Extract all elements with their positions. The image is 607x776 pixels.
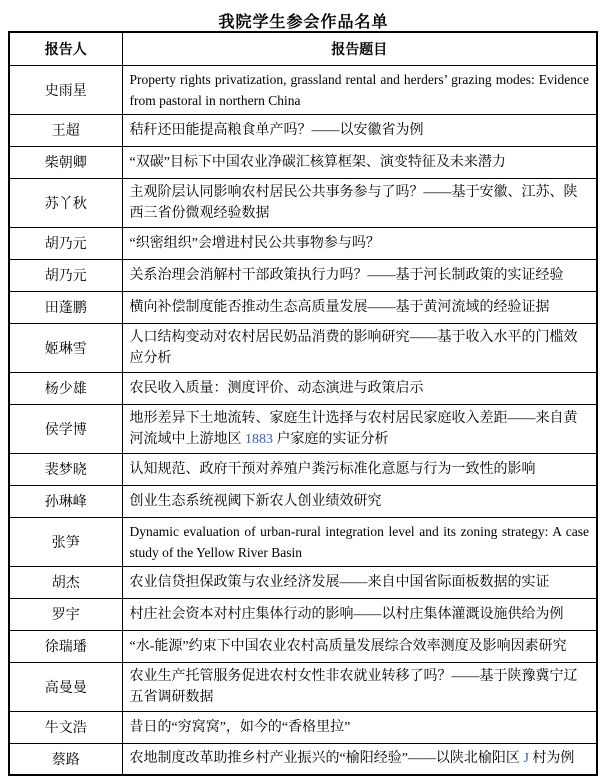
table-row xyxy=(9,291,597,323)
table-row xyxy=(9,566,597,598)
table-row xyxy=(9,453,597,485)
title-text: 地形差异下土地流转、家庭生计选择与农村居民家庭收入差距——来自黄河流域中上游地区 xyxy=(129,410,578,447)
title-cell: 农民收入质量：测度评价、动态演进与政策启示 xyxy=(122,372,597,404)
presenter-cell: 蔡路 xyxy=(9,743,122,775)
header-row xyxy=(9,32,597,65)
table-row xyxy=(9,711,597,743)
table-row xyxy=(9,662,597,711)
table-row xyxy=(9,259,597,291)
presenter-cell: 史雨星 xyxy=(9,65,122,114)
table-row xyxy=(9,323,597,372)
title-cell: “织密组织”会增进村民公共事物参与吗？ xyxy=(122,227,597,259)
table-row xyxy=(9,630,597,662)
accent-letter: J xyxy=(523,751,529,767)
title-cell: “双碳”目标下中国农业净碳汇核算框架、演变特征及未来潜力 xyxy=(122,146,597,178)
table-row xyxy=(9,372,597,404)
column-header-presenter: 报告人 xyxy=(9,32,122,65)
title-cell: Dynamic evaluation of urban-rural integration level and its zoning strategy: A case study of the Yellow River Basin xyxy=(122,517,597,566)
accent-number: 1883 xyxy=(245,431,273,447)
title-cell: 秸秆还田能提高粮食单产吗？——以安徽省为例 xyxy=(122,114,597,146)
table-row xyxy=(9,517,597,566)
presenter-cell: 徐瑞璠 xyxy=(9,630,122,662)
title-cell: 横向补偿制度能否推动生态高质量发展——基于黄河流域的经验证据 xyxy=(122,291,597,323)
title-cell: 农业生产托管服务促进农村女性非农就业转移了吗？——基于陕豫冀宁辽五省调研数据 xyxy=(122,662,597,711)
table-row xyxy=(9,65,597,114)
presenter-cell: 苏丫秋 xyxy=(9,178,122,227)
title-cell: 村庄社会资本对村庄集体行动的影响——以村庄集体灌溉设施供给为例 xyxy=(122,598,597,630)
title-text: 农地制度改革助推乡村产业振兴的“榆阳经验”——以陕北榆阳区 xyxy=(129,751,524,767)
presenter-cell: 孙琳峰 xyxy=(9,485,122,517)
presenter-cell: 牛文浩 xyxy=(9,711,122,743)
title-cell: 创业生态系统视阈下新农人创业绩效研究 xyxy=(122,485,597,517)
title-text: 村为例 xyxy=(528,751,575,767)
presenter-cell: 胡乃元 xyxy=(9,259,122,291)
table-row xyxy=(9,178,597,227)
title-text: 户家庭的实证分析 xyxy=(273,431,389,447)
table-row xyxy=(9,485,597,517)
presenter-cell: 裴梦晓 xyxy=(9,453,122,485)
presenter-cell: 胡杰 xyxy=(9,566,122,598)
page-title: 我院学生参会作品名单 xyxy=(218,14,389,31)
title-cell xyxy=(122,404,597,453)
report-table xyxy=(8,31,598,776)
presenter-cell: 杨少雄 xyxy=(9,372,122,404)
presenter-cell: 王超 xyxy=(9,114,122,146)
presenter-cell: 高曼曼 xyxy=(9,662,122,711)
table-row xyxy=(9,743,597,775)
title-cell: 农业信贷担保政策与农业经济发展——来自中国省际面板数据的实证 xyxy=(122,566,597,598)
title-cell: 昔日的“穷窝窝”，如今的“香格里拉” xyxy=(122,711,597,743)
title-cell xyxy=(122,743,597,775)
presenter-cell: 胡乃元 xyxy=(9,227,122,259)
title-cell: 关系治理会消解村干部政策执行力吗？——基于河长制政策的实证经验 xyxy=(122,259,597,291)
presenter-cell: 张笋 xyxy=(9,517,122,566)
table-row xyxy=(9,404,597,453)
table-row xyxy=(9,114,597,146)
table-row xyxy=(9,146,597,178)
presenter-cell: 侯学博 xyxy=(9,404,122,453)
presenter-cell: 姬琳雪 xyxy=(9,323,122,372)
title-cell: “水-能源”约束下中国农业农村高质量发展综合效率测度及影响因素研究 xyxy=(122,630,597,662)
presenter-cell: 罗宇 xyxy=(9,598,122,630)
table-row xyxy=(9,598,597,630)
title-cell: 主观阶层认同影响农村居民公共事务参与了吗？——基于安徽、江苏、陕西三省份微观经验数据 xyxy=(122,178,597,227)
title-cell: 认知规范、政府干预对养殖户粪污标准化意愿与行为一致性的影响 xyxy=(122,453,597,485)
presenter-cell: 柴朝卿 xyxy=(9,146,122,178)
presenter-cell: 田蓬鹏 xyxy=(9,291,122,323)
title-cell: Property rights privatization, grassland rental and herders’ grazing modes: Evidence from pastoral in northern China xyxy=(122,65,597,114)
column-header-topic: 报告题目 xyxy=(122,32,597,65)
title-cell: 人口结构变动对农村居民奶品消费的影响研究——基于收入水平的门槛效应分析 xyxy=(122,323,597,372)
table-row xyxy=(9,227,597,259)
